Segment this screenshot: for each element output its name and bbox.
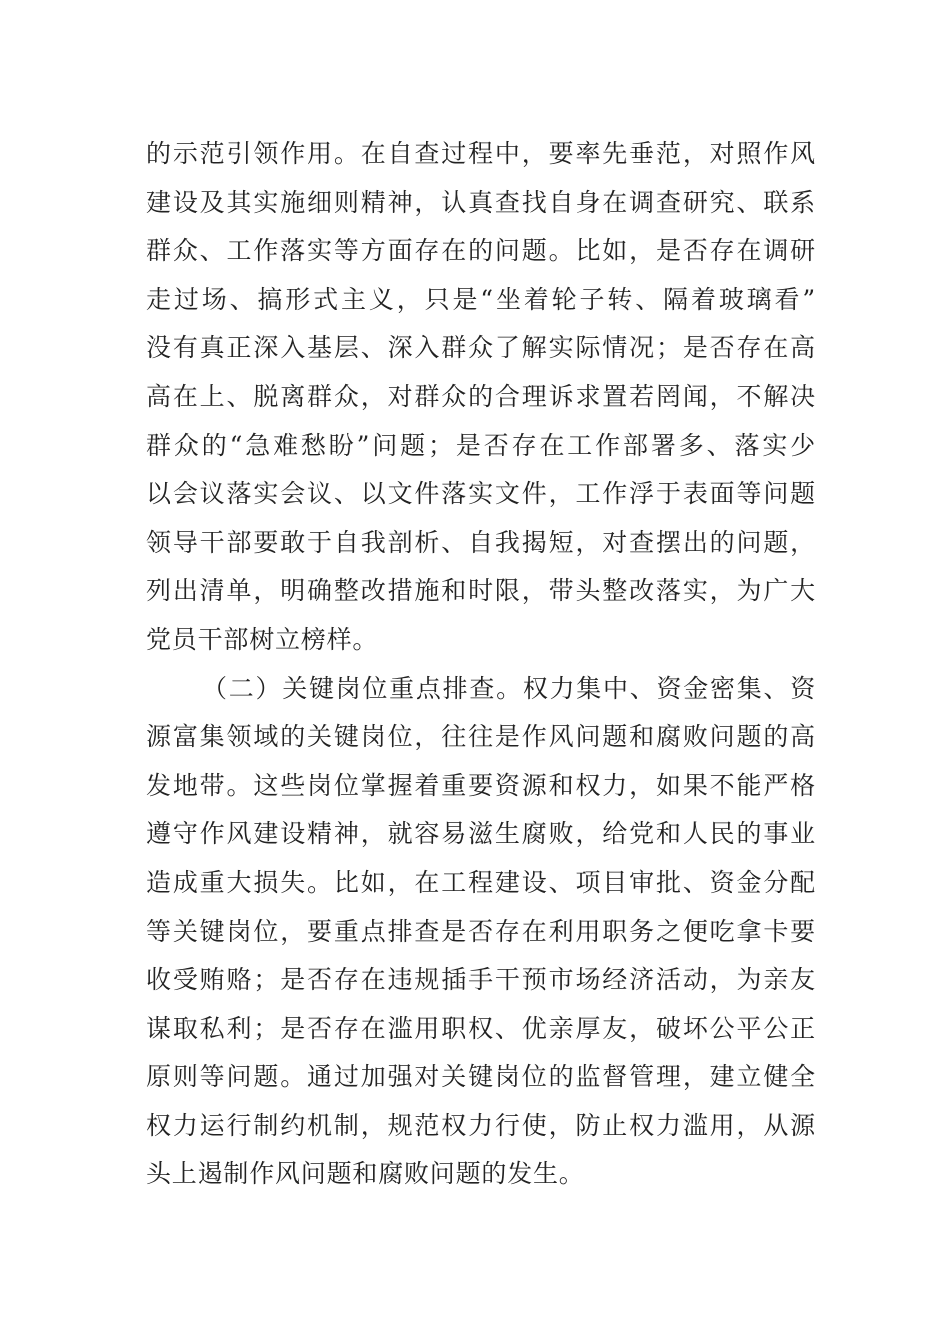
text-line: 群众、工作落实等方面存在的问题。比如，是否存在调研: [146, 236, 816, 266]
text-line: 原则等问题。通过加强对关键岗位的监督管理，建立健全: [146, 1062, 816, 1092]
text-line: 等关键岗位，要重点排查是否存在利用职务之便吃拿卡要: [146, 916, 816, 946]
text-line: 列出清单，明确整改措施和时限，带头整改落实，为广大: [146, 576, 816, 606]
text-line: 群众的“急难愁盼”问题；是否存在工作部署多、落实少: [146, 430, 816, 460]
text-line: 领导干部要敢于自我剖析、自我揭短，对查摆出的问题，: [146, 527, 816, 557]
text-line: 权力运行制约机制，规范权力行使，防止权力滥用，从源: [146, 1110, 816, 1140]
text-line: 谋取私利；是否存在滥用职权、优亲厚友，破坏公平公正: [146, 1013, 816, 1043]
text-line: 收受贿赂；是否存在违规插手干预市场经济活动，为亲友: [146, 965, 816, 995]
text-line: 没有真正深入基层、深入群众了解实际情况；是否存在高: [146, 333, 816, 363]
text-line: 头上遏制作风问题和腐败问题的发生。: [146, 1159, 585, 1189]
text-line: （二）关键岗位重点排查。权力集中、资金密集、资: [202, 673, 816, 703]
text-line: 走过场、搞形式主义，只是“坐着轮子转、隔着玻璃看”: [146, 284, 816, 314]
text-line: 发地带。这些岗位掌握着重要资源和权力，如果不能严格: [146, 770, 816, 800]
text-line: 遵守作风建设精神，就容易滋生腐败，给党和人民的事业: [146, 819, 816, 849]
text-line: 建设及其实施细则精神，认真查找自身在调查研究、联系: [146, 187, 816, 217]
body-text: [146, 130, 816, 1199]
text-line: 的示范引领作用。在自查过程中，要率先垂范，对照作风: [146, 139, 816, 168]
text-line: 造成重大损失。比如，在工程建设、项目审批、资金分配: [146, 867, 816, 897]
text-line: 以会议落实会议、以文件落实文件，工作浮于表面等问题: [146, 479, 816, 509]
text-line: 党员干部树立榜样。: [146, 624, 379, 654]
text-line: 高在上、脱离群众，对群众的合理诉求置若罔闻，不解决: [146, 381, 816, 411]
text-line: 源富集领域的关键岗位，往往是作风问题和腐败问题的高: [146, 722, 816, 752]
